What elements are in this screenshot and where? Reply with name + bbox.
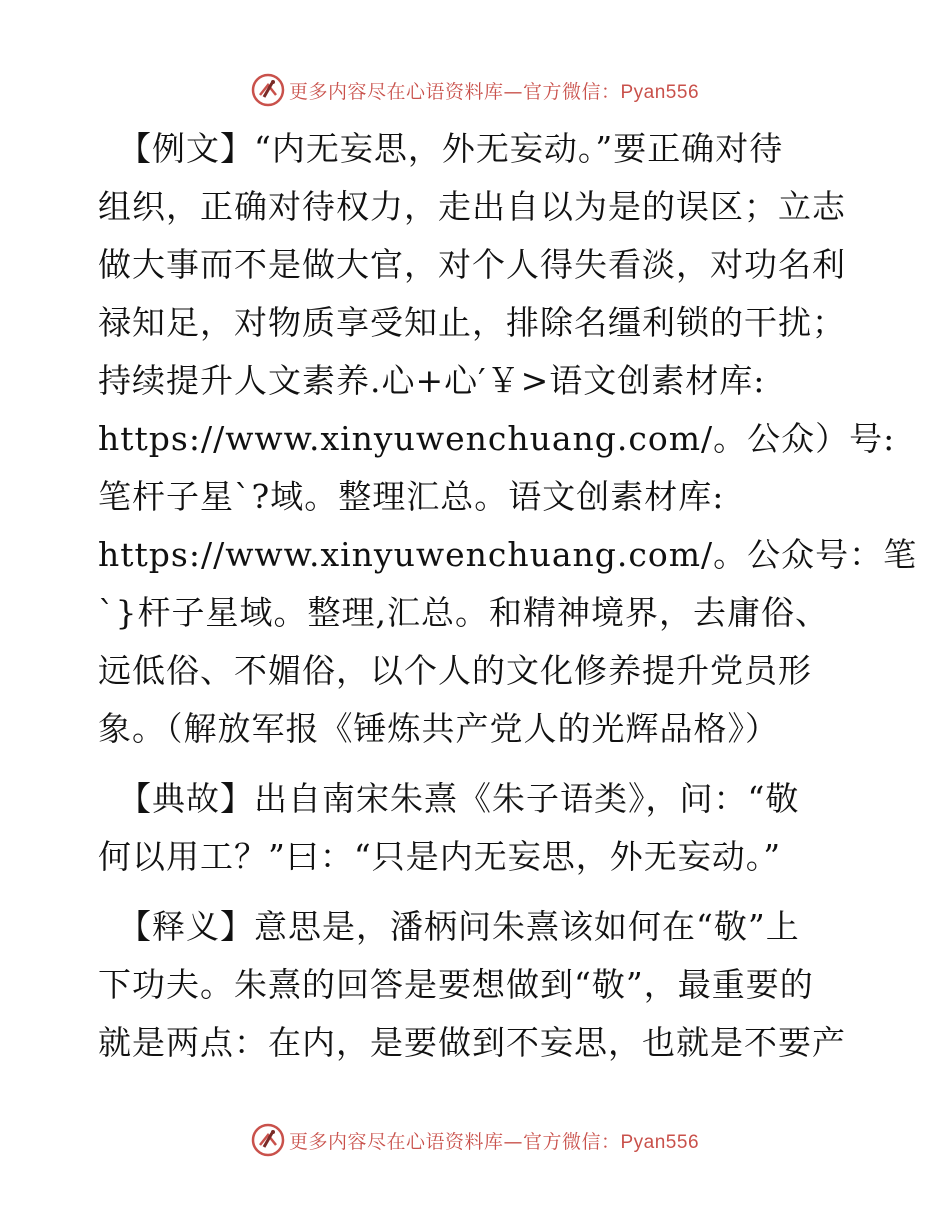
text-line: 【典故】出自南宋朱熹《朱子语类》，问：“敬 <box>118 779 800 818</box>
text-line: https://www.xinyuwenchuang.com/。公众）号: <box>98 419 896 458</box>
text-line: 笔杆子星`?域。整理汇总。语文创素材库: <box>98 477 725 516</box>
text-line: 何以用工？”曰：“只是内无妄思，外无妄动。” <box>98 837 782 876</box>
text-line: 持续提升人文素养.心+心′￥>语文创素材库: <box>98 361 766 400</box>
footer-watermark <box>0 1120 950 1160</box>
text-line: 禄知足，对物质享受知止，排除名缰利锁的干扰； <box>98 303 846 342</box>
text-line: 远低俗、不媚俗，以个人的文化修养提升党员形 <box>98 651 812 690</box>
paragraph-allusion <box>98 770 858 886</box>
book-pen-logo-icon <box>251 73 285 107</box>
text-line: 组织，正确对待权力，走出自以为是的误区；立志 <box>98 187 846 226</box>
watermark-text: 更多内容尽在心语资料库—官方微信：Pyan556 <box>288 1130 700 1153</box>
paragraph-explanation <box>98 898 858 1072</box>
text-line: 做大事而不是做大官，对个人得失看淡，对功名利 <box>98 245 846 284</box>
text-line: 就是两点：在内，是要做到不妄思，也就是不要产 <box>98 1023 846 1062</box>
text-line: 象。（解放军报《锤炼共产党人的光辉品格》） <box>98 709 779 748</box>
article-body <box>98 120 918 1072</box>
text-line: `}杆子星域。整理,汇总。和精神境界，去庸俗、 <box>98 593 829 632</box>
watermark-text: 更多内容尽在心语资料库—官方微信：Pyan556 <box>288 80 700 103</box>
text-line: 下功夫。朱熹的回答是要想做到“敬”，最重要的 <box>98 965 814 1004</box>
book-pen-logo-icon <box>251 1123 285 1157</box>
paragraph-example <box>98 120 918 758</box>
text-line: 【释义】意思是，潘柄问朱熹该如何在“敬”上 <box>118 907 800 946</box>
text-line: 【例文】“内无妄思，外无妄动。”要正确对待 <box>118 129 784 168</box>
text-line: https://www.xinyuwenchuang.com/。公众号：笔 <box>98 535 918 574</box>
header-watermark <box>0 70 950 110</box>
